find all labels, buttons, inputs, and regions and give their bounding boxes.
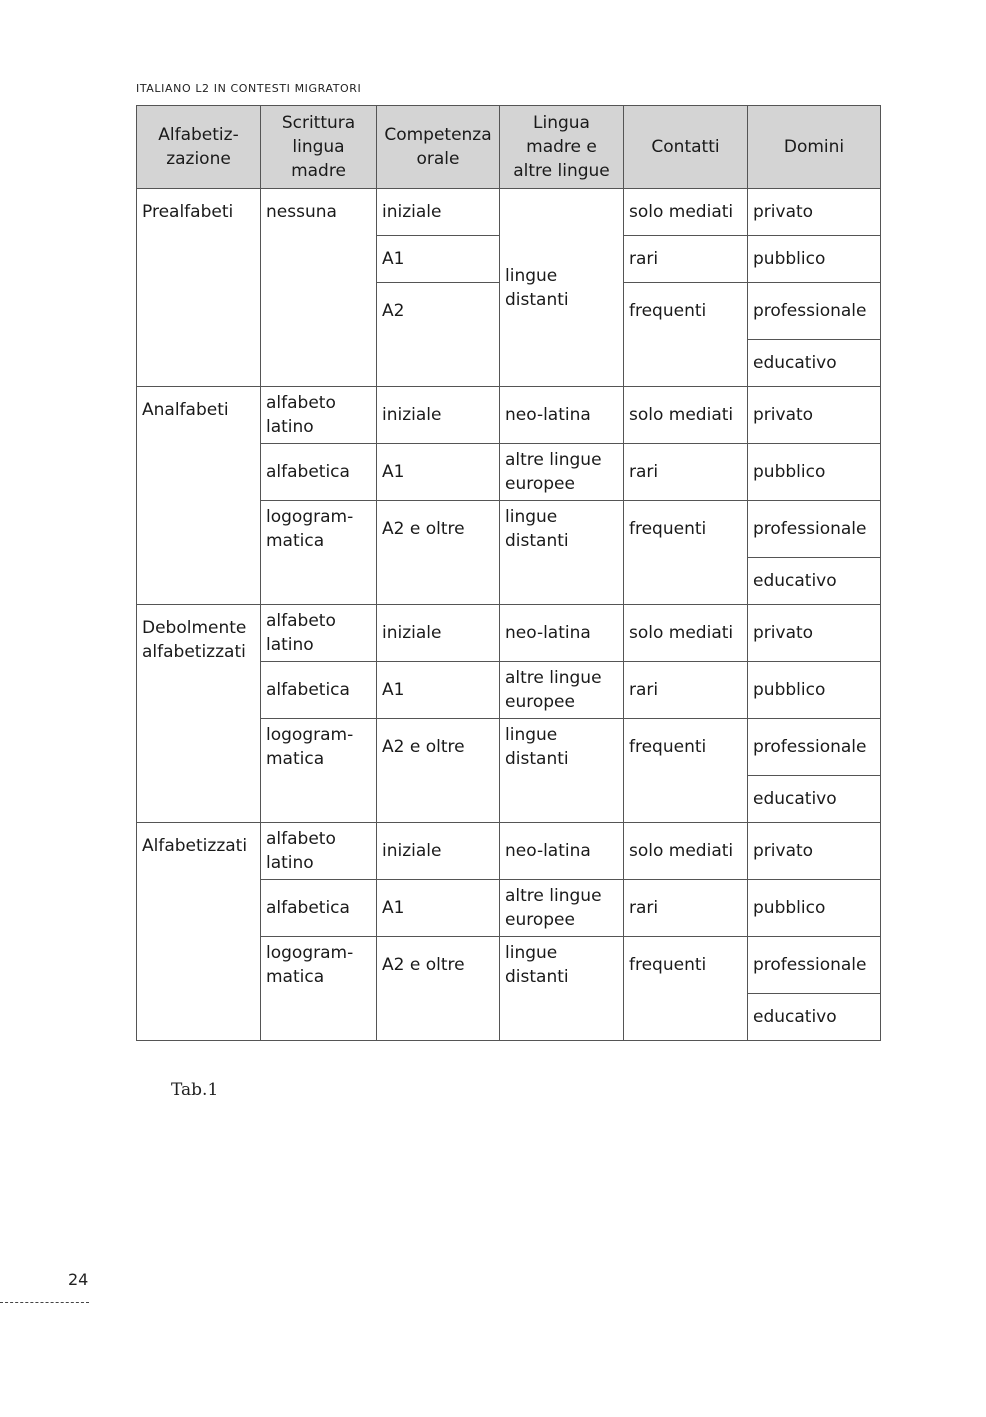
cell-empty [261, 776, 377, 823]
cell-contatti: solo mediati [624, 387, 748, 444]
table-body [137, 189, 881, 1041]
table-row [137, 189, 881, 236]
cell-competenza: iniziale [377, 605, 500, 662]
literacy-profile-table [136, 105, 881, 1041]
page-number: 24 [68, 1270, 89, 1289]
cell-competenza: A1 [377, 880, 500, 937]
cell-domini: educativo [748, 558, 881, 605]
cell-lingua: neo-latina [500, 387, 624, 444]
cell-domini: professionale [748, 719, 881, 776]
table-row [137, 823, 881, 880]
cell-lingua: altre lingue europee [500, 880, 624, 937]
column-header-scrittura: Scrittura lingua madre [261, 106, 377, 189]
cell-competenza: A1 [377, 236, 500, 283]
cell-empty [377, 776, 500, 823]
cell-competenza: A2 e oltre [377, 501, 500, 558]
cell-empty [261, 558, 377, 605]
cell-lingua: lingue distanti [500, 719, 624, 776]
cell-lingua: lingue distanti [500, 189, 624, 387]
cell-contatti: solo mediati [624, 189, 748, 236]
column-header-competenza: Competenza orale [377, 106, 500, 189]
cell-contatti: frequenti [624, 937, 748, 994]
cell-competenza: A1 [377, 444, 500, 501]
cell-scrittura: logogram- matica [261, 937, 377, 994]
cell-competenza: A2 [377, 283, 500, 340]
cell-empty [500, 776, 624, 823]
cell-competenza-empty [377, 340, 500, 387]
cell-scrittura: nessuna [261, 189, 377, 387]
cell-domini: pubblico [748, 236, 881, 283]
cell-competenza: iniziale [377, 387, 500, 444]
cell-contatti: solo mediati [624, 605, 748, 662]
cell-lingua: neo-latina [500, 605, 624, 662]
cell-domini: pubblico [748, 880, 881, 937]
cell-competenza: A2 e oltre [377, 719, 500, 776]
cell-contatti-empty [624, 340, 748, 387]
cell-domini: pubblico [748, 444, 881, 501]
cell-domini: privato [748, 605, 881, 662]
cell-scrittura: alfabeto latino [261, 823, 377, 880]
cell-lingua: neo-latina [500, 823, 624, 880]
cell-domini: pubblico [748, 662, 881, 719]
cell-empty [624, 558, 748, 605]
cell-competenza: A2 e oltre [377, 937, 500, 994]
cell-domini: professionale [748, 283, 881, 340]
cell-contatti: rari [624, 236, 748, 283]
column-header-domini: Domini [748, 106, 881, 189]
cell-lingua: altre lingue europee [500, 444, 624, 501]
cell-empty [624, 994, 748, 1041]
column-header-contatti: Contatti [624, 106, 748, 189]
cell-empty [377, 558, 500, 605]
cell-contatti: solo mediati [624, 823, 748, 880]
cell-empty [500, 994, 624, 1041]
cell-domini: educativo [748, 994, 881, 1041]
cell-empty [261, 994, 377, 1041]
cell-scrittura: alfabeto latino [261, 387, 377, 444]
column-header-lingua: Lingua madre e altre lingue [500, 106, 624, 189]
cell-empty [500, 558, 624, 605]
table-caption: Tab.1 [171, 1080, 219, 1100]
cell-empty [624, 776, 748, 823]
cell-contatti: rari [624, 662, 748, 719]
cell-competenza: iniziale [377, 823, 500, 880]
cell-scrittura: logogram- matica [261, 719, 377, 776]
cell-competenza: A1 [377, 662, 500, 719]
table-row [137, 387, 881, 444]
cell-scrittura: alfabetica [261, 880, 377, 937]
cell-contatti: rari [624, 444, 748, 501]
cell-lingua: lingue distanti [500, 501, 624, 558]
table-row [137, 605, 881, 662]
cell-empty [377, 994, 500, 1041]
cell-competenza: iniziale [377, 189, 500, 236]
cell-scrittura: logogram- matica [261, 501, 377, 558]
cell-domini: privato [748, 823, 881, 880]
cell-contatti: frequenti [624, 501, 748, 558]
page-rule [0, 1302, 89, 1303]
cell-contatti: frequenti [624, 283, 748, 340]
cell-lingua: lingue distanti [500, 937, 624, 994]
cell-alfabetizzazione: Alfabetizzati [137, 823, 261, 1041]
cell-domini: educativo [748, 340, 881, 387]
table-header-row [137, 106, 881, 189]
running-header: ITALIANO L2 IN CONTESTI MIGRATORI [136, 82, 362, 95]
cell-scrittura: alfabeto latino [261, 605, 377, 662]
cell-domini: professionale [748, 937, 881, 994]
column-header-alfabetizzazione: Alfabetiz- zazione [137, 106, 261, 189]
cell-domini: professionale [748, 501, 881, 558]
cell-contatti: frequenti [624, 719, 748, 776]
cell-domini: privato [748, 387, 881, 444]
cell-alfabetizzazione: Debolmente alfabetizzati [137, 605, 261, 823]
cell-scrittura: alfabetica [261, 662, 377, 719]
cell-alfabetizzazione: Prealfabeti [137, 189, 261, 387]
cell-alfabetizzazione: Analfabeti [137, 387, 261, 605]
cell-lingua: altre lingue europee [500, 662, 624, 719]
cell-domini: educativo [748, 776, 881, 823]
cell-scrittura: alfabetica [261, 444, 377, 501]
cell-domini: privato [748, 189, 881, 236]
cell-contatti: rari [624, 880, 748, 937]
